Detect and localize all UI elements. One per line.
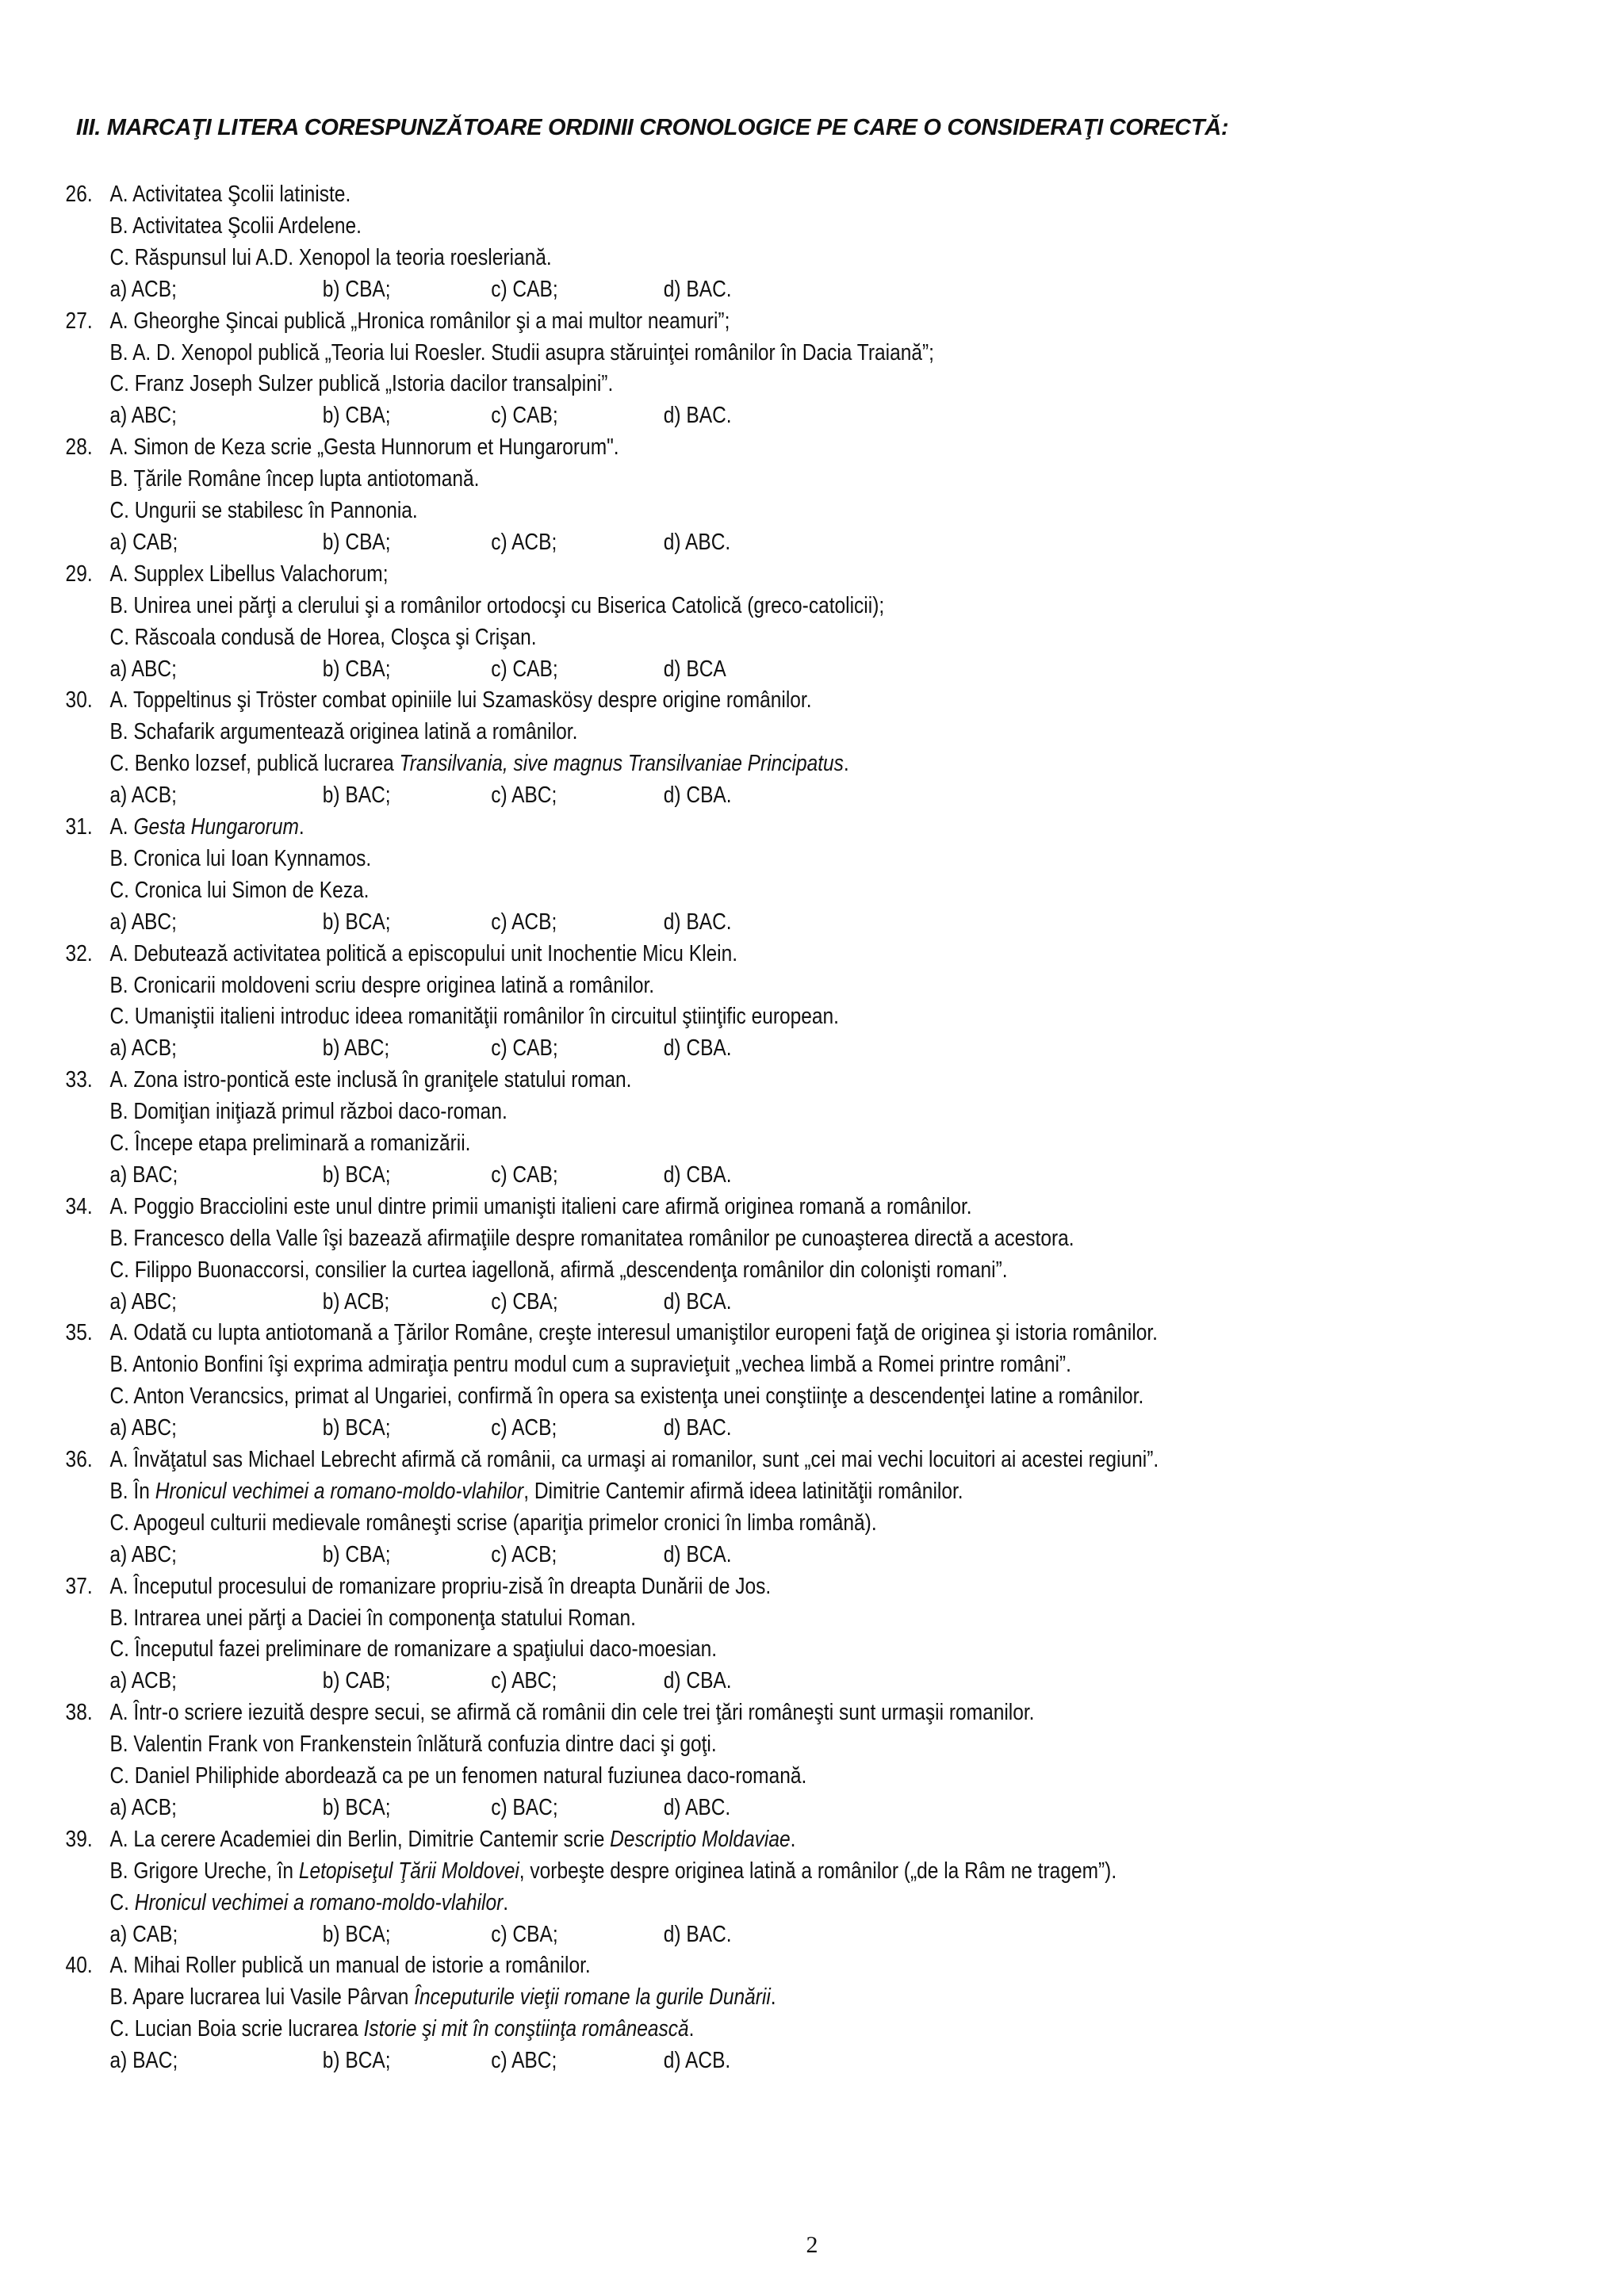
answer-option: c) CAB; [491,1162,558,1188]
question-line [0,337,1396,369]
question-line [0,1633,1396,1665]
statement-segment: . [790,1827,796,1852]
question-line [0,843,1396,874]
answer-option: b) BCA; [322,2048,391,2073]
question-line [0,1697,1396,1728]
statement-text [109,463,479,495]
question-line [0,1981,1396,2013]
statement-segment: A. Activitatea Şcolii latiniste. [109,182,351,207]
statement-text [109,1823,795,1855]
statement-text [109,1760,806,1792]
answer-option: c) CAB; [491,1035,558,1061]
question-line [0,1728,1396,1760]
statement-text [109,242,551,274]
answer-options [0,1919,1396,1950]
answer-options [0,526,1396,558]
answer-option: a) ABC; [109,1542,177,1567]
question-line [0,1191,1396,1223]
question-line [0,558,1396,590]
question-line [0,1507,1396,1539]
answer-options [0,274,1396,305]
statement-segment: C. Apogeul culturii medievale româneşti scrise (apariţia primelor cronici în limba română). [109,1510,877,1536]
italic-title: Letopiseţul Ţării Moldovei [298,1858,519,1884]
statement-text [109,684,811,716]
question-line [0,1317,1396,1349]
statement-segment: C. Răspunsul lui A.D. Xenopol la teoria roesleriană. [109,245,552,270]
answer-option: d) BCA. [663,1289,732,1314]
statement-text [109,558,388,590]
statement-segment: C. Ungurii se stabilesc în Pannonia. [109,498,418,523]
statement-segment: . [298,814,304,840]
answer-option: c) CBA; [491,1922,558,1947]
statement-segment: A. Într-o scriere iezuită despre secui, se afirmă că românii din cele trei ţări româneşti sunt urmaşii romanilor. [109,1700,1035,1725]
statement-segment: C. Umaniştii italieni introduc ideea romanităţii românilor în circuitul ştiinţific european. [109,1004,839,1029]
statement-text [109,1887,508,1919]
statement-segment: C. Anton Verancsics, primat al Ungariei, confirmă în opera sa existenţa unei conştiinţe a descendenţei latine a românilor. [109,1383,1144,1409]
answer-option: c) ACB; [491,1542,557,1567]
question-line [0,622,1396,653]
statement-segment: B. Intrarea unei părţi a Daciei în componenţa statului Roman. [109,1605,636,1631]
statement-text [109,1064,631,1096]
question-line [0,210,1396,242]
question-line [0,1823,1396,1855]
question-line [0,178,1396,210]
answer-option: d) BAC. [663,1415,732,1441]
statement-segment: C. Filippo Buonaccorsi, consilier la curtea iagellonă, afirmă „descendenţa românilor din colonişti romani”. [109,1257,1008,1283]
answer-option: d) BAC. [663,277,732,302]
answer-option: d) CBA. [663,1162,732,1188]
answer-option: d) CBA. [663,1668,732,1693]
question-number: 36. [65,1447,93,1472]
italic-title: Istorie şi mit în conştiinţa românească [363,2016,689,2042]
answer-options [0,1792,1396,1823]
question-line [0,1349,1396,1380]
question-line [0,1254,1396,1286]
page-number: 2 [806,2232,818,2258]
answer-option: b) BCA; [322,1162,391,1188]
statement-segment: , Dimitrie Cantemir afirmă ideea latinităţii românilor. [523,1479,963,1504]
answer-option: a) ACB; [109,783,177,808]
italic-title: Gesta Hungarorum [133,814,299,840]
answer-option: b) BCA; [322,1415,391,1441]
question-line [0,1602,1396,1634]
statement-text [109,1950,590,1981]
statement-text [109,1602,636,1634]
statement-text [109,1633,717,1665]
question-line [0,305,1396,337]
statement-segment: A. Zona istro-pontică este inclusă în graniţele statului roman. [109,1067,632,1093]
answer-option: b) BCA; [322,909,391,935]
statement-segment: A. Învăţatul sas Michael Lebrecht afirmă că românii, ca urmaşi ai romanilor, sunt „cei mai vechi locuitori ai acestei regiuni”. [109,1447,1159,1472]
statement-text [109,1191,971,1223]
italic-title: Hronicul vechimei a romano-moldo-vlahilor [155,1479,524,1504]
question-line [0,431,1396,463]
statement-text [109,938,737,970]
statement-segment: B. Cronicarii moldoveni scriu despre originea latină a românilor. [109,973,655,998]
answer-option: a) ACB; [109,1035,177,1061]
answer-option: d) ACB. [663,2048,731,2073]
statement-text [109,811,304,843]
question-number: 26. [65,182,93,207]
question-line [0,1887,1396,1919]
question-line [0,1571,1396,1602]
statement-text [109,337,933,369]
question-number: 31. [65,814,93,840]
statement-text [109,495,417,526]
question-number: 39. [65,1827,93,1852]
statement-segment: A. Gheorghe Şincai publică „Hronica românilor şi a mai multor neamuri”; [109,308,730,334]
question-line [0,590,1396,622]
question-line [0,495,1396,526]
answer-option: d) ABC. [663,530,731,555]
question-line [0,684,1396,716]
answer-option: b) CBA; [322,1542,391,1567]
question-number: 40. [65,1953,93,1978]
statement-text [109,1728,716,1760]
answer-options [0,653,1396,685]
question-number: 34. [65,1194,93,1219]
statement-segment: B. Domiţian iniţiază primul război daco-roman. [109,1099,508,1124]
answer-option: b) BCA; [322,1795,391,1820]
statement-text [109,874,369,906]
question-line [0,938,1396,970]
italic-title: Începuturile vieţii romane la gurile Dunării [414,1984,771,2010]
question-number: 28. [65,434,93,460]
question-line [0,463,1396,495]
question-number: 32. [65,941,93,966]
statement-segment: , vorbeşte despre originea latină a românilor („de la Râm ne tragem”). [519,1858,1117,1884]
question-number: 37. [65,1574,93,1599]
answer-option: a) CAB; [109,1922,178,1947]
answer-option: d) BAC. [663,909,732,935]
answer-options [0,1286,1396,1318]
statement-text [109,1855,1116,1887]
statement-text [109,1475,963,1507]
statement-text [109,1507,876,1539]
answer-option: c) ACB; [491,1415,557,1441]
statement-segment: . [843,751,849,776]
question-line [0,242,1396,274]
statement-segment: C. [109,1890,135,1915]
statement-text [109,1697,1034,1728]
answer-options [0,906,1396,938]
answer-option: d) BCA. [663,1542,732,1567]
question-line [0,1950,1396,1981]
italic-title: Transilvania, sive magnus Transilvaniae Principatus [399,751,844,776]
statement-segment: A. Supplex Libellus Valachorum; [109,561,389,587]
question-line [0,874,1396,906]
answer-option: b) BAC; [322,783,391,808]
question-line [0,1444,1396,1475]
statement-segment: C. Lucian Boia scrie lucrarea [109,2016,364,2042]
question-line [0,1223,1396,1254]
answer-options [0,1539,1396,1571]
statement-segment: B. În [109,1479,155,1504]
statement-text [109,843,371,874]
answer-option: c) CAB; [491,656,558,682]
statement-segment: . [503,1890,509,1915]
answer-option: c) CBA; [491,1289,558,1314]
question-line [0,811,1396,843]
statement-text [109,1317,1157,1349]
statement-segment: C. Răscoala condusă de Horea, Cloşca şi Crişan. [109,625,537,650]
statement-segment: C. Cronica lui Simon de Keza. [109,878,370,903]
answer-option: d) CBA. [663,783,732,808]
answer-option: b) CAB; [322,1668,391,1693]
statement-segment: B. Activitatea Şcolii Ardelene. [109,213,362,239]
answer-option: c) ABC; [491,1668,557,1693]
statement-text [109,1096,507,1127]
answer-option: a) ABC; [109,656,177,682]
statement-text [109,590,884,622]
question-line [0,368,1396,400]
statement-text [109,178,350,210]
question-line [0,1475,1396,1507]
question-number: 38. [65,1700,93,1725]
answer-option: b) CBA; [322,656,391,682]
answer-option: a) ABC; [109,1415,177,1441]
question-number: 29. [65,561,93,587]
statement-segment: A. Debutează activitatea politică a episcopului unit Inochentie Micu Klein. [109,941,738,966]
statement-segment: B. Grigore Ureche, în [109,1858,299,1884]
answer-options [0,1665,1396,1697]
statement-segment: . [688,2016,695,2042]
statement-text [109,748,848,779]
question-line [0,970,1396,1001]
statement-segment: C. Începe etapa preliminară a romanizării. [109,1131,471,1156]
statement-segment: B. Antonio Bonfini îşi exprima admiraţia pentru modul cum a supravieţuit „vechea limbă a Romei printre români”. [109,1352,1071,1377]
answer-option: a) ABC; [109,1289,177,1314]
question-line [0,1096,1396,1127]
question-line [0,1855,1396,1887]
statement-text [109,716,577,748]
answer-option: c) CAB; [491,403,558,428]
question-line [0,1760,1396,1792]
answer-option: b) CBA; [322,277,391,302]
statement-text [109,1349,1071,1380]
answer-option: a) CAB; [109,530,178,555]
statement-segment: B. A. D. Xenopol publică „Teoria lui Roesler. Studii asupra stăruinţei românilor în Dacia Traiană”; [109,340,934,365]
statement-segment: B. Valentin Frank von Frankenstein înlătură confuzia dintre daci şi goţi. [109,1732,717,1757]
statement-text [109,305,730,337]
italic-title: Descriptio Moldaviae [610,1827,791,1852]
question-line [0,1064,1396,1096]
answer-options [0,400,1396,431]
answer-option: b) ACB; [322,1289,390,1314]
answer-option: c) CAB; [491,277,558,302]
answer-option: b) CBA; [322,530,391,555]
question-line [0,1380,1396,1412]
statement-text [109,1223,1074,1254]
answer-option: d) BAC. [663,1922,732,1947]
statement-segment: B. Unirea unei părţi a clerului şi a românilor ortodocşi cu Biserica Catolică (greco-catolicii); [109,593,885,618]
question-line [0,748,1396,779]
question-number: 27. [65,308,93,334]
statement-segment: C. Franz Joseph Sulzer publică „Istoria dacilor transalpini”. [109,371,614,396]
answer-option: a) BAC; [109,1162,178,1188]
statement-segment: A. La cerere Academiei din Berlin, Dimitrie Cantemir scrie [109,1827,611,1852]
statement-segment: B. Schafarik argumentează originea latină a românilor. [109,719,578,744]
answer-options [0,2045,1396,2076]
answer-option: c) ACB; [491,530,557,555]
statement-text [109,1380,1143,1412]
statement-segment: A. Poggio Bracciolini este unul dintre primii umanişti italieni care afirmă originea romană a românilor. [109,1194,972,1219]
answer-option: d) BCA [663,656,726,682]
answer-option: d) BAC. [663,403,732,428]
statement-segment: B. Ţările Române încep lupta antiotomană. [109,466,480,492]
answer-options [0,779,1396,811]
statement-segment: C. Daniel Philiphide abordează ca pe un fenomen natural fuziunea daco-romană. [109,1763,807,1789]
answer-option: b) BCA; [322,1922,391,1947]
statement-segment: C. Începutul fazei preliminare de romanizare a spaţiului daco-moesian. [109,1636,718,1662]
question-line [0,2013,1396,2045]
question-number: 33. [65,1067,93,1093]
answer-options [0,1412,1396,1444]
statement-text [109,1254,1007,1286]
question-number: 35. [65,1320,93,1345]
answer-option: c) ACB; [491,909,557,935]
statement-segment: . [770,1984,776,2010]
statement-segment: A. [109,814,134,840]
question-line [0,1001,1396,1032]
answer-option: d) ABC. [663,1795,731,1820]
answer-option: a) ABC; [109,909,177,935]
italic-title: Hronicul vechimei a romano-moldo-vlahilor [134,1890,504,1915]
question-line [0,716,1396,748]
statement-segment: A. Începutul procesului de romanizare propriu-zisă în dreapta Dunării de Jos. [109,1574,772,1599]
answer-option: d) CBA. [663,1035,732,1061]
statement-text [109,210,361,242]
answer-options [0,1159,1396,1191]
statement-segment: A. Toppeltinus şi Tröster combat opiniile lui Szamaskösy despre origine românilor. [109,687,812,713]
question-line [0,1127,1396,1159]
answer-option: a) ACB; [109,277,177,302]
statement-text [109,622,536,653]
answer-option: c) ABC; [491,2048,557,2073]
answer-option: a) ACB; [109,1668,177,1693]
statement-text [109,1981,776,2013]
statement-segment: C. Benko lozsef, publică lucrarea [109,751,400,776]
statement-text [109,970,654,1001]
answer-option: c) ABC; [491,783,557,808]
answer-options [0,1032,1396,1064]
statement-text [109,368,613,400]
statement-segment: B. Cronica lui Ioan Kynnamos. [109,846,372,871]
statement-text [109,1001,839,1032]
answer-option: a) BAC; [109,2048,178,2073]
statement-segment: B. Francesco della Valle îşi bazează afirmaţiile despre romanitatea românilor pe cunoaşterea directă a acestora. [109,1226,1074,1251]
statement-segment: A. Mihai Roller publică un manual de istorie a românilor. [109,1953,591,1978]
statement-text [109,1571,771,1602]
answer-option: b) CBA; [322,403,391,428]
answer-option: a) ABC; [109,403,177,428]
section-heading: III. MARCAŢI LITERA CORESPUNZĂTOARE ORDINII CRONOLOGICE PE CARE O CONSIDERAŢI CORECTĂ: [76,115,1229,140]
statement-text [109,1444,1159,1475]
statement-text [109,2013,694,2045]
answer-option: b) ABC; [322,1035,390,1061]
question-number: 30. [65,687,93,713]
statement-segment: A. Simon de Keza scrie „Gesta Hunnorum et Hungarorum". [109,434,619,460]
answer-option: a) ACB; [109,1795,177,1820]
answer-option: c) BAC; [491,1795,558,1820]
statement-segment: B. Apare lucrarea lui Vasile Pârvan [109,1984,415,2010]
statement-text [109,431,619,463]
statement-text [109,1127,470,1159]
statement-segment: A. Odată cu lupta antiotomană a Ţărilor Române, creşte interesul umaniştilor europeni faţă de originea şi istoria românilor. [109,1320,1158,1345]
